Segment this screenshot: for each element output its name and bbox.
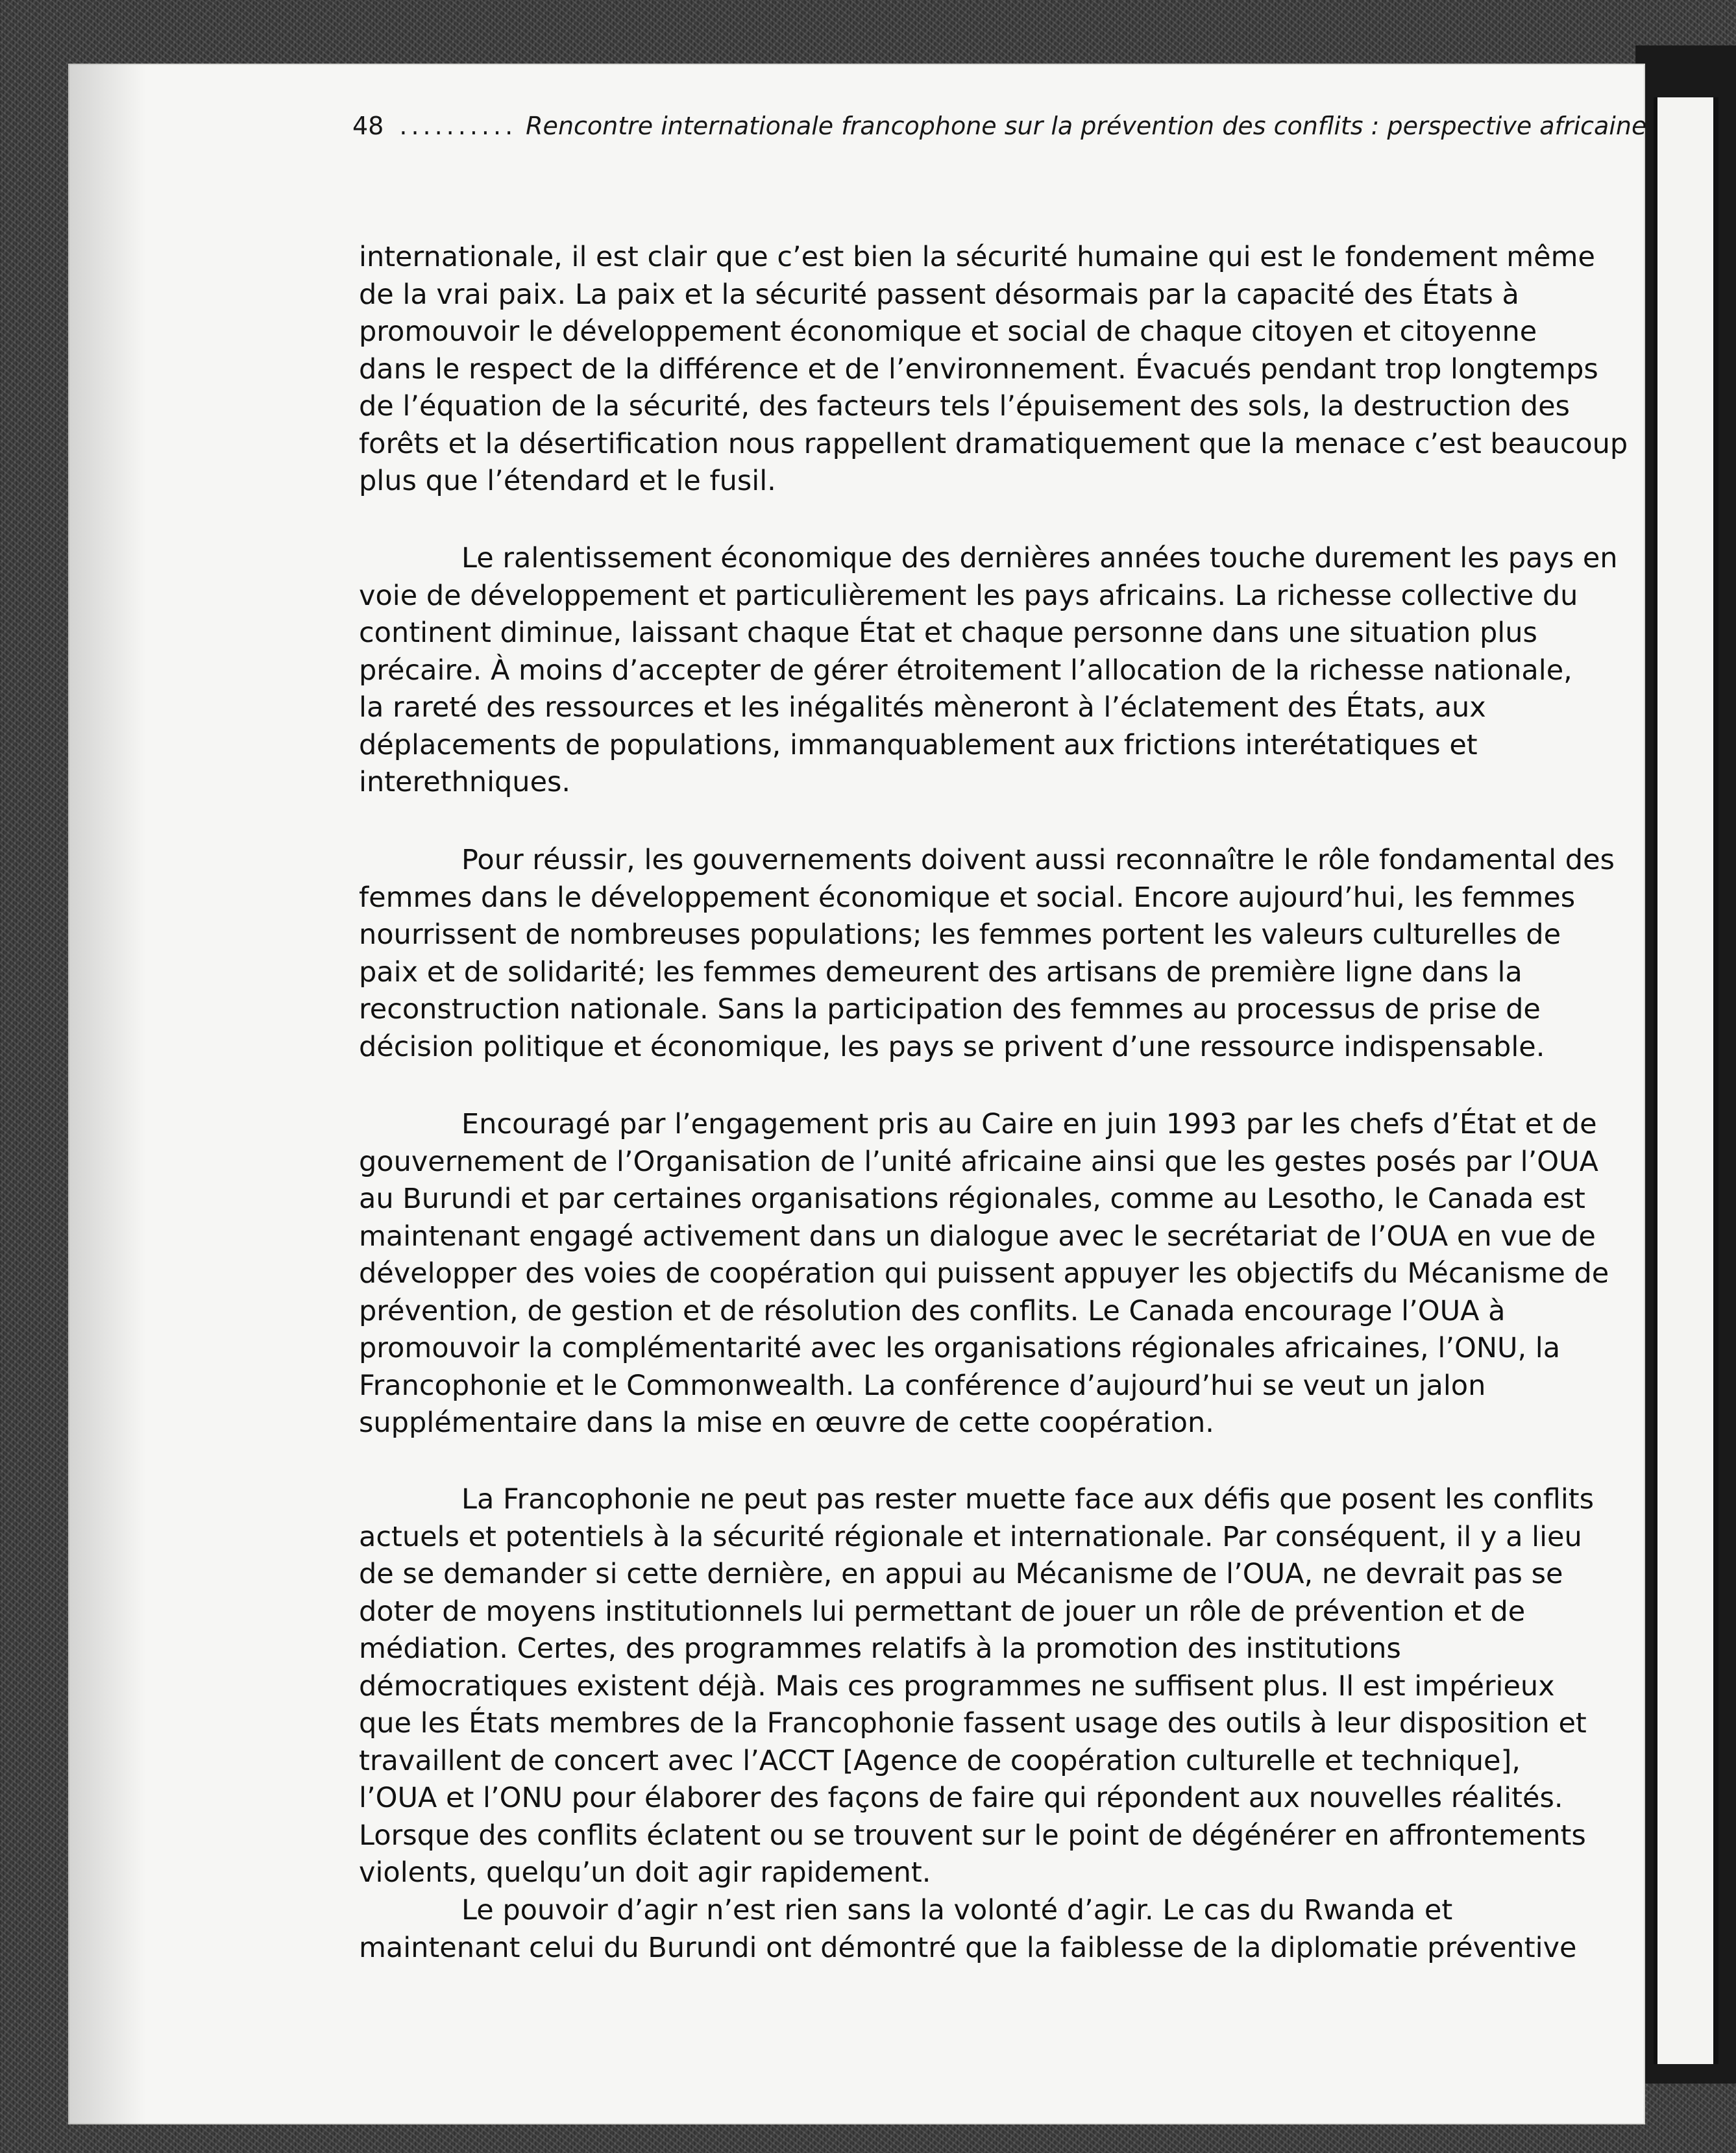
paragraph-4	[359, 1106, 1621, 1442]
text-line: gouvernement de l’Organisation de l’unité africaine ainsi que les gestes posés par l’OUA	[359, 1145, 1598, 1178]
text-line: décision politique et économique, les pays se privent d’une ressource indispensable.	[359, 1030, 1545, 1063]
text-line: internationale, il est clair que c’est bien la sécurité humaine qui est le fondement même	[359, 241, 1595, 273]
text-line: Le pouvoir d’agir n’est rien sans la volonté d’agir. Le cas du Rwanda et	[461, 1894, 1453, 1926]
text-line: nourrissent de nombreuses populations; les femmes portent les valeurs culturelles de	[359, 918, 1561, 951]
book-page-stack	[1654, 97, 1718, 2064]
text-line: reconstruction nationale. Sans la participation des femmes au processus de prise de	[359, 993, 1541, 1026]
text-line: Pour réussir, les gouvernements doivent aussi reconnaître le rôle fondamental des	[461, 844, 1615, 876]
text-line: de l’équation de la sécurité, des facteurs tels l’épuisement des sols, la destruction des	[359, 390, 1570, 423]
page-gutter-shadow	[68, 64, 146, 2124]
text-line: doter de moyens institutionnels lui permettant de jouer un rôle de prévention et de	[359, 1595, 1526, 1628]
text-line: de se demander si cette dernière, en appui au Mécanisme de l’OUA, ne devrait pas se	[359, 1558, 1563, 1590]
paragraph-2	[359, 540, 1621, 802]
text-line: La Francophonie ne peut pas rester muette face aux défis que posent les conflits	[461, 1483, 1595, 1516]
text-line: prévention, de gestion et de résolution des conflits. Le Canada encourage l’OUA à	[359, 1294, 1506, 1327]
text-line: développer des voies de coopération qui puissent appuyer les objectifs du Mécanisme de	[359, 1257, 1609, 1290]
text-line: voie de développement et particulièrement les pays africains. La richesse collective du	[359, 579, 1578, 612]
text-line: médiation. Certes, des programmes relatifs à la promotion des institutions	[359, 1632, 1401, 1665]
text-line: que les États membres de la Francophonie fassent usage des outils à leur disposition et	[359, 1707, 1587, 1740]
paragraph-3	[359, 842, 1621, 1066]
text-line: violents, quelqu’un doit agir rapidement.	[359, 1856, 931, 1889]
text-line: Lorsque des conflits éclatent ou se trouvent sur le point de dégénérer en affrontements	[359, 1819, 1586, 1852]
text-line: l’OUA et l’ONU pour élaborer des façons de faire qui répondent aux nouvelles réalités.	[359, 1782, 1563, 1814]
text-line: de la vrai paix. La paix et la sécurité passent désormais par la capacité des États à	[359, 278, 1519, 311]
text-line: Encouragé par l’engagement pris au Caire en juin 1993 par les chefs d’État et de	[461, 1108, 1597, 1140]
text-line: précaire. À moins d’accepter de gérer étroitement l’allocation de la richesse nationale,	[359, 654, 1572, 687]
text-line: femmes dans le développement économique et social. Encore aujourd’hui, les femmes	[359, 881, 1576, 914]
text-line: travaillent de concert avec l’ACCT [Agence de coopération culturelle et technique],	[359, 1744, 1521, 1777]
paragraph-6	[359, 1892, 1621, 1967]
page-number: 48	[352, 112, 384, 140]
text-line: paix et de solidarité; les femmes demeurent des artisans de première ligne dans la	[359, 955, 1522, 989]
text-line: supplémentaire dans la mise en œuvre de cette coopération.	[359, 1407, 1214, 1439]
text-line: promouvoir le développement économique et social de chaque citoyen et citoyenne	[359, 315, 1537, 348]
header-leader-dots: ..........	[399, 112, 517, 140]
text-line: promouvoir la complémentarité avec les organisations régionales africaines, l’ONU, la	[359, 1332, 1561, 1364]
running-header	[352, 112, 1647, 151]
text-line: démocratiques existent déjà. Mais ces programmes ne suffisent plus. Il est impérieux	[359, 1669, 1555, 1703]
header-title: Rencontre internationale francophone sur la prévention des conflits : perspective africaine	[526, 112, 1647, 140]
text-line: Francophonie et le Commonwealth. La conférence d’aujourd’hui se veut un jalon	[359, 1369, 1486, 1402]
text-line: plus que l’étendard et le fusil.	[359, 465, 776, 497]
text-line: maintenant celui du Burundi ont démontré que la faiblesse de la diplomatie préventive	[359, 1931, 1577, 1964]
text-line: actuels et potentiels à la sécurité régionale et internationale. Par conséquent, il y a lieu	[359, 1520, 1582, 1553]
text-line: la rareté des ressources et les inégalités mèneront à l’éclatement des États, aux	[359, 691, 1486, 724]
text-line: dans le respect de la différence et de l’environnement. Évacués pendant trop longtemps	[359, 352, 1598, 386]
text-line: Le ralentissement économique des dernières années touche durement les pays en	[461, 542, 1618, 574]
paragraph-5	[359, 1481, 1621, 1892]
text-line: au Burundi et par certaines organisations régionales, comme au Lesotho, le Canada est	[359, 1183, 1585, 1215]
text-line: continent diminue, laissant chaque État et chaque personne dans une situation plus	[359, 617, 1537, 649]
text-line: forêts et la désertification nous rappellent dramatiquement que la menace c’est beaucoup	[359, 427, 1628, 460]
text-line: interethniques.	[359, 766, 571, 798]
text-line: maintenant engagé activement dans un dialogue avec le secrétariat de l’OUA en vue de	[359, 1220, 1596, 1253]
paragraph-1	[359, 239, 1628, 500]
text-line: déplacements de populations, immanquablement aux frictions interétatiques et	[359, 728, 1478, 761]
